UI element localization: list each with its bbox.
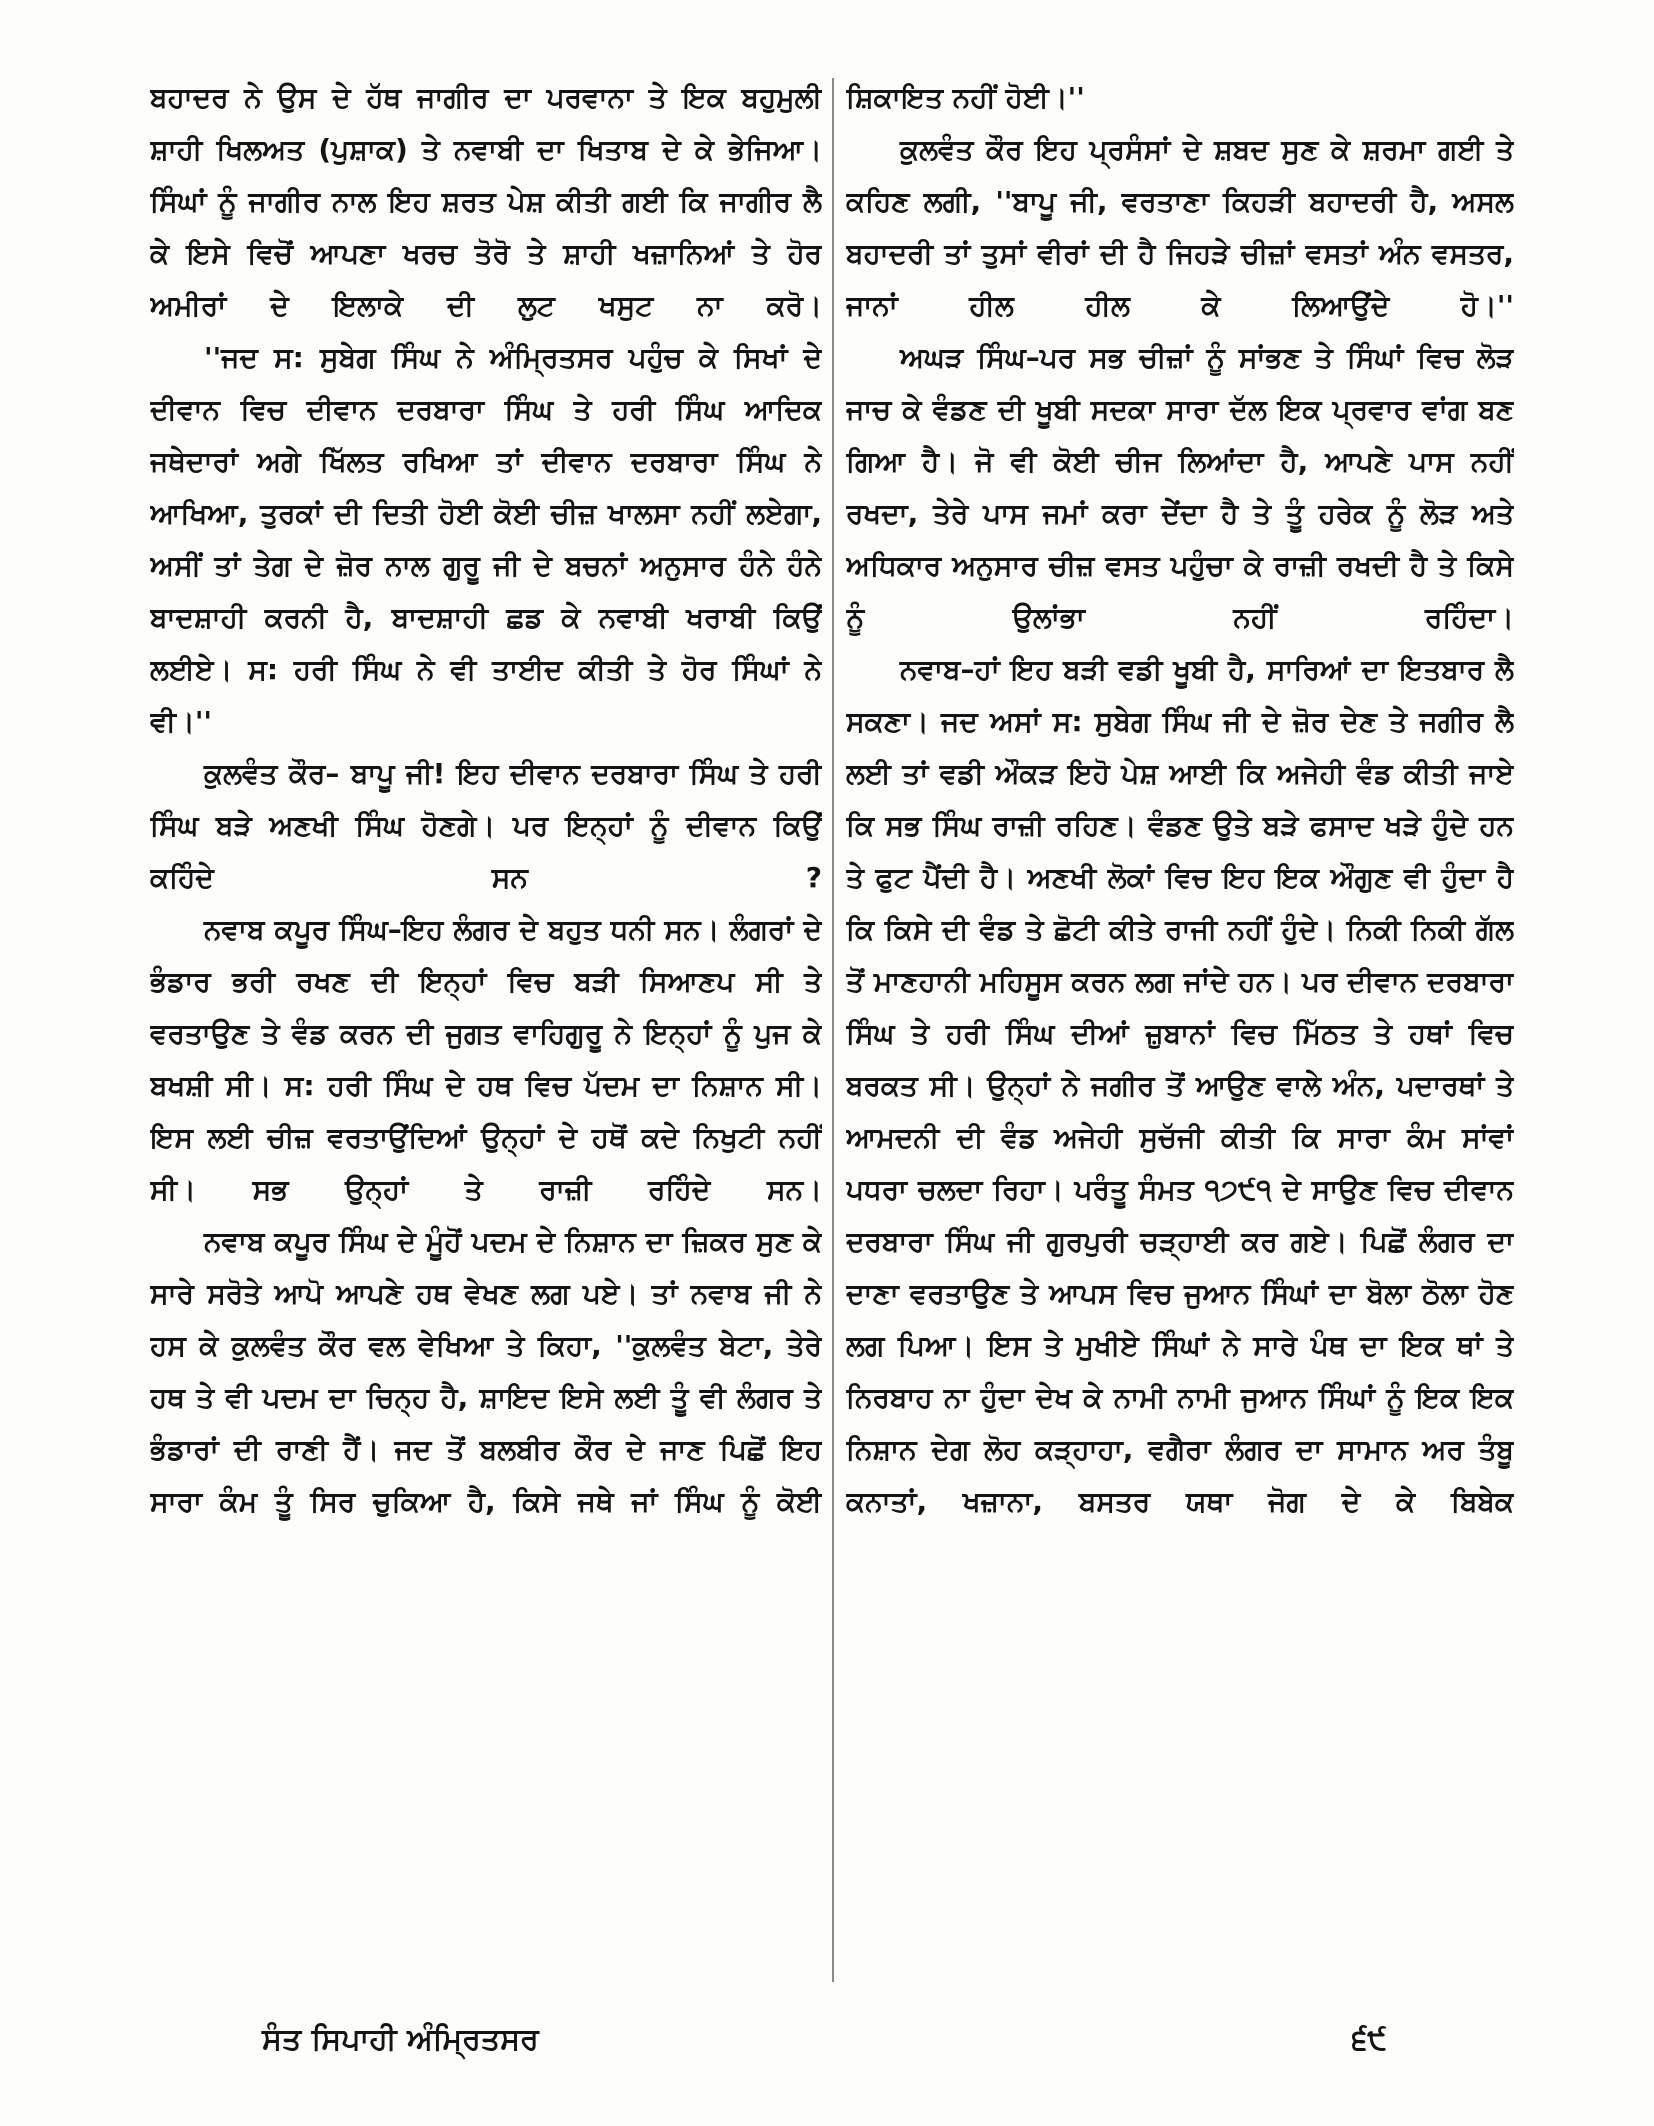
- paragraph: ''ਜਦ ਸ: ਸੁਬੇਗ ਸਿੰਘ ਨੇ ਅੰਮ੍ਰਿਤਸਰ ਪਹੁੰਚ ਕੇ ਸਿਖਾਂ ਦੇ ਦੀਵਾਨ ਵਿਚ ਦੀਵਾਨ ਦਰਬਾਰਾ ਸਿੰਘ ਤੇ ਹਰੀ ਸਿੰਘ ਆਦਿਕ ਜਥੇਦਾਰਾਂ ਅਗੇ ਖਿੱਲਤ ਰਖਿਆ ਤਾਂ ਦੀਵਾਨ ਦਰਬਾਰਾ ਸਿੰਘ ਨੇ ਆਖਿਆ, ਤੁਰਕਾਂ ਦੀ ਦਿਤੀ ਹੋਈ ਕੋਈ ਚੀਜ਼ ਖਾਲਸਾ ਨਹੀਂ ਲਏਗਾ, ਅਸੀਂ ਤਾਂ ਤੇਗ ਦੇ ਜ਼ੋਰ ਨਾਲ ਗੁਰੂ ਜੀ ਦੇ ਬਚਨਾਂ ਅਨੁਸਾਰ ਹੰਨੇ ਹੰਨੇ ਬਾਦਸ਼ਾਹੀ ਕਰਨੀ ਹੈ, ਬਾਦਸ਼ਾਹੀ ਛਡ ਕੇ ਨਵਾਬੀ ਖਰਾਬੀ ਕਿਉਂ ਲਈਏ। ਸ: ਹਰੀ ਸਿੰਘ ਨੇ ਵੀ ਤਾਈਦ ਕੀਤੀ ਤੇ ਹੋਰ ਸਿੰਘਾਂ ਨੇ ਵੀ।'': [150, 341, 822, 738]
- paragraph: ਸ਼ਿਕਾਇਤ ਨਹੀਂ ਹੋਈ।'': [846, 81, 1085, 114]
- paragraph: ਬਹਾਦਰ ਨੇ ਉਸ ਦੇ ਹੱਥ ਜਾਗੀਰ ਦਾ ਪਰਵਾਨਾ ਤੇ ਇਕ ਬਹੁਮੁਲੀ ਸ਼ਾਹੀ ਖਿਲਅਤ (ਪੁਸ਼ਾਕ) ਤੇ ਨਵਾਬੀ ਦਾ ਖਿਤਾਬ ਦੇ ਕੇ ਭੇਜਿਆ। ਸਿੰਘਾਂ ਨੂੰ ਜਾਗੀਰ ਨਾਲ ਇਹ ਸ਼ਰਤ ਪੇਸ਼ ਕੀਤੀ ਗਈ ਕਿ ਜਾਗੀਰ ਲੈ ਕੇ ਇਸੇ ਵਿਚੋਂ ਆਪਣਾ ਖਰਚ ਤੋਰੋ ਤੇ ਸ਼ਾਹੀ ਖਜ਼ਾਨਿਆਂ ਤੇ ਹੋਰ ਅਮੀਰਾਂ ਦੇ ਇਲਾਕੇ ਦੀ ਲੁਟ ਖਸੁਟ ਨਾ ਕਰੋ।: [150, 81, 822, 322]
- right-column: [846, 72, 1514, 2002]
- left-column: [150, 72, 822, 2002]
- column-divider: [832, 78, 834, 1982]
- footer-title: ਸੰਤ ਸਿਪਾਹੀ ਅੰਮ੍ਰਿਤਸਰ: [262, 2022, 539, 2057]
- paragraph: ਕੁਲਵੰਤ ਕੌਰ ਇਹ ਪ੍ਰਸੰਸਾਂ ਦੇ ਸ਼ਬਦ ਸੁਣ ਕੇ ਸ਼ਰਮਾ ਗਈ ਤੇ ਕਹਿਣ ਲਗੀ, ''ਬਾਪੂ ਜੀ, ਵਰਤਾਣਾ ਕਿਹੜੀ ਬਹਾਦਰੀ ਹੈ, ਅਸਲ ਬਹਾਦਰੀ ਤਾਂ ਤੁਸਾਂ ਵੀਰਾਂ ਦੀ ਹੈ ਜਿਹੜੇ ਚੀਜ਼ਾਂ ਵਸਤਾਂ ਅੰਨ ਵਸਤਰ, ਜਾਨਾਂ ਹੀਲ ਹੀਲ ਕੇ ਲਿਆਉਂਦੇ ਹੋ।'': [846, 133, 1514, 322]
- paragraph: ਕੁਲਵੰਤ ਕੌਰ– ਬਾਪੂ ਜੀ! ਇਹ ਦੀਵਾਨ ਦਰਬਾਰਾ ਸਿੰਘ ਤੇ ਹਰੀ ਸਿੰਘ ਬੜੇ ਅਣਖੀ ਸਿੰਘ ਹੋਣਗੇ। ਪਰ ਇਨ੍ਹਾਂ ਨੂੰ ਦੀਵਾਨ ਕਿਉਂ ਕਹਿੰਦੇ ਸਨ ?: [150, 757, 822, 894]
- paragraph: ਨਵਾਬ ਕਪੂਰ ਸਿੰਘ ਦੇ ਮੂੰਹੋਂ ਪਦਮ ਦੇ ਨਿਸ਼ਾਨ ਦਾ ਜ਼ਿਕਰ ਸੁਣ ਕੇ ਸਾਰੇ ਸਰੋਤੇ ਆਪੋ ਆਪਣੇ ਹਥ ਵੇਖਣ ਲਗ ਪਏ। ਤਾਂ ਨਵਾਬ ਜੀ ਨੇ ਹਸ ਕੇ ਕੁਲਵੰਤ ਕੌਰ ਵਲ ਵੇਖਿਆ ਤੇ ਕਿਹਾ, ''ਕੁਲਵੰਤ ਬੇਟਾ, ਤੇਰੇ ਹਥ ਤੇ ਵੀ ਪਦਮ ਦਾ ਚਿਨ੍ਹ ਹੈ, ਸ਼ਾਇਦ ਇਸੇ ਲਈ ਤੂੰ ਵੀ ਲੰਗਰ ਤੇ ਭੰਡਾਰਾਂ ਦੀ ਰਾਣੀ ਹੈਂ। ਜਦ ਤੋਂ ਬਲਬੀਰ ਕੌਰ ਦੇ ਜਾਣ ਪਿਛੋਂ ਇਹ ਸਾਰਾ ਕੰਮ ਤੂੰ ਸਿਰ ਚੁਕਿਆ ਹੈ, ਕਿਸੇ ਜਥੇ ਜਾਂ ਸਿੰਘ ਨੂੰ ਕੋਈ: [150, 1225, 822, 1518]
- paragraph: ਅਘੜ ਸਿੰਘ–ਪਰ ਸਭ ਚੀਜ਼ਾਂ ਨੂੰ ਸਾਂਭਣ ਤੇ ਸਿੰਘਾਂ ਵਿਚ ਲੋੜ ਜਾਚ ਕੇ ਵੰਡਣ ਦੀ ਖੂਬੀ ਸਦਕਾ ਸਾਰਾ ਦੱਲ ਇਕ ਪ੍ਰਵਾਰ ਵਾਂਗ ਬਣ ਗਿਆ ਹੈ। ਜੋ ਵੀ ਕੋਈ ਚੀਜ ਲਿਆਂਦਾ ਹੈ, ਆਪਣੇ ਪਾਸ ਨਹੀਂ ਰਖਦਾ, ਤੇਰੇ ਪਾਸ ਜਮਾਂ ਕਰਾ ਦੇਂਦਾ ਹੈ ਤੇ ਤੂੰ ਹਰੇਕ ਨੂੰ ਲੋੜ ਅਤੇ ਅਧਿਕਾਰ ਅਨੁਸਾਰ ਚੀਜ਼ ਵਸਤ ਪਹੁੰਚਾ ਕੇ ਰਾਜ਼ੀ ਰਖਦੀ ਹੈ ਤੇ ਕਿਸੇ ਨੂੰ ਉਲਾਂਭਾ ਨਹੀਂ ਰਹਿੰਦਾ।: [846, 341, 1514, 634]
- paragraph: ਨਵਾਬ–ਹਾਂ ਇਹ ਬੜੀ ਵਡੀ ਖੂਬੀ ਹੈ, ਸਾਰਿਆਂ ਦਾ ਇਤਬਾਰ ਲੈ ਸਕਣਾ। ਜਦ ਅਸਾਂ ਸ: ਸੁਬੇਗ ਸਿੰਘ ਜੀ ਦੇ ਜ਼ੋਰ ਦੇਣ ਤੇ ਜਗੀਰ ਲੈ ਲਈ ਤਾਂ ਵਡੀ ਔਕੜ ਇਹੋ ਪੇਸ਼ ਆਈ ਕਿ ਅਜੇਹੀ ਵੰਡ ਕੀਤੀ ਜਾਏ ਕਿ ਸਭ ਸਿੰਘ ਰਾਜ਼ੀ ਰਹਿਣ। ਵੰਡਣ ਉਤੇ ਬੜੇ ਫਸਾਦ ਖੜੇ ਹੁੰਦੇ ਹਨ ਤੇ ਫੁਟ ਪੈਂਦੀ ਹੈ। ਅਣਖੀ ਲੋਕਾਂ ਵਿਚ ਇਹ ਇਕ ਔਗੁਣ ਵੀ ਹੁੰਦਾ ਹੈ ਕਿ ਕਿਸੇ ਦੀ ਵੰਡ ਤੇ ਛੋਟੀ ਕੀਤੇ ਰਾਜੀ ਨਹੀਂ ਹੁੰਦੇ। ਨਿਕੀ ਨਿਕੀ ਗੱਲ ਤੋਂ ਮਾਣਹਾਨੀ ਮਹਿਸੂਸ ਕਰਨ ਲਗ ਜਾਂਦੇ ਹਨ। ਪਰ ਦੀਵਾਨ ਦਰਬਾਰਾ ਸਿੰਘ ਤੇ ਹਰੀ ਸਿੰਘ ਦੀਆਂ ਜ਼ੁਬਾਨਾਂ ਵਿਚ ਮਿੱਠਤ ਤੇ ਹਥਾਂ ਵਿਚ ਬਰਕਤ ਸੀ। ਉਨ੍ਹਾਂ ਨੇ ਜਗੀਰ ਤੋਂ ਆਉਣ ਵਾਲੇ ਅੰਨ, ਪਦਾਰਥਾਂ ਤੇ ਆਮਦਨੀ ਦੀ ਵੰਡ ਅਜੇਹੀ ਸੁਚੱਜੀ ਕੀਤੀ ਕਿ ਸਾਰਾ ਕੰਮ ਸਾਂਵਾਂ ਪਧਰਾ ਚਲਦਾ ਰਿਹਾ। ਪਰੰਤੂ ਸੰਮਤ ੧੭੯੧ ਦੇ ਸਾਉਣ ਵਿਚ ਦੀਵਾਨ ਦਰਬਾਰਾ ਸਿੰਘ ਜੀ ਗੁਰਪੁਰੀ ਚੜ੍ਹਾਈ ਕਰ ਗਏ। ਪਿਛੋਂ ਲੰਗਰ ਦਾ ਦਾਣਾ ਵਰਤਾਉਣ ਤੇ ਆਪਸ ਵਿਚ ਜੁਆਨ ਸਿੰਘਾਂ ਦਾ ਬੋਲਾ ਠੋਲਾ ਹੋਣ ਲਗ ਪਿਆ। ਇਸ ਤੇ ਮੁਖੀਏ ਸਿੰਘਾਂ ਨੇ ਸਾਰੇ ਪੰਥ ਦਾ ਇਕ ਥਾਂ ਤੇ ਨਿਰਬਾਹ ਨਾ ਹੁੰਦਾ ਦੇਖ ਕੇ ਨਾਮੀ ਨਾਮੀ ਜੁਆਨ ਸਿੰਘਾਂ ਨੂੰ ਇਕ ਇਕ ਨਿਸ਼ਾਨ ਦੇਗ ਲੋਹ ਕੜ੍ਹਾਹਾ, ਵਗੈਰਾ ਲੰਗਰ ਦਾ ਸਾਮਾਨ ਅਰ ਤੰਬੂ ਕਨਾਤਾਂ, ਖਜ਼ਾਨਾ, ਬਸਤਰ ਯਥਾ ਜੋਗ ਦੇ ਕੇ ਬਿਬੇਕ: [846, 653, 1514, 1518]
- paragraph: ਨਵਾਬ ਕਪੂਰ ਸਿੰਘ–ਇਹ ਲੰਗਰ ਦੇ ਬਹੁਤ ਧਨੀ ਸਨ। ਲੰਗਰਾਂ ਦੇ ਭੰਡਾਰ ਭਰੀ ਰਖਣ ਦੀ ਇਨ੍ਹਾਂ ਵਿਚ ਬੜੀ ਸਿਆਣਪ ਸੀ ਤੇ ਵਰਤਾਉਣ ਤੇ ਵੰਡ ਕਰਨ ਦੀ ਜੁਗਤ ਵਾਹਿਗੁਰੂ ਨੇ ਇਨ੍ਹਾਂ ਨੂੰ ਪੁਜ ਕੇ ਬਖਸ਼ੀ ਸੀ। ਸ: ਹਰੀ ਸਿੰਘ ਦੇ ਹਥ ਵਿਚ ਪੱਦਮ ਦਾ ਨਿਸ਼ਾਨ ਸੀ। ਇਸ ਲਈ ਚੀਜ਼ ਵਰਤਾਉਂਦਿਆਂ ਉਨ੍ਹਾਂ ਦੇ ਹਥੋਂ ਕਦੇ ਨਿਖੁਟੀ ਨਹੀਂ ਸੀ। ਸਭ ਉਨ੍ਹਾਂ ਤੇ ਰਾਜ਼ੀ ਰਹਿੰਦੇ ਸਨ।: [150, 913, 822, 1206]
- page-number: ੬੯: [1352, 2022, 1387, 2057]
